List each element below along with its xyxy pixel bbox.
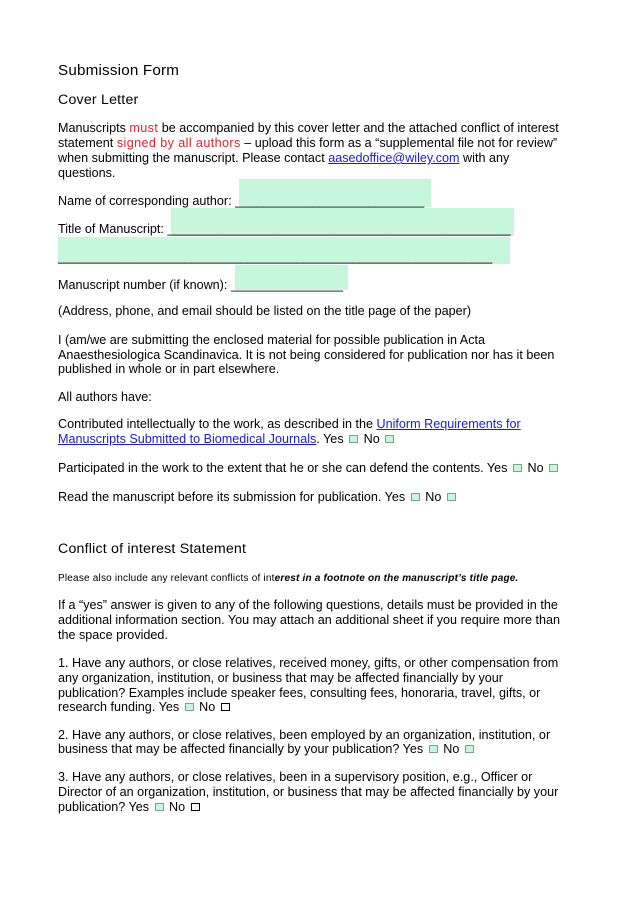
- criterion-3: Read the manuscript before its submission for publication. Yes No: [58, 490, 458, 505]
- if-yes-line-3: the space provided.: [58, 628, 168, 642]
- intro-line-4: questions.: [58, 166, 116, 180]
- q3-line-2: Director of an organization, institution, or business that may be affected financially by your: [58, 785, 559, 799]
- criterion-2: Participated in the work to the extent that he or she can defend the contents. Yes No: [58, 461, 560, 476]
- cover-letter-heading: Cover Letter: [58, 92, 139, 108]
- q2-line-1: 2. Have any authors, or close relatives, been employed by an organization, institution, or: [58, 728, 551, 742]
- criterion-2-yes-checkbox[interactable]: [513, 464, 522, 472]
- manuscript-number-underline: ________________: [230, 278, 343, 292]
- uniform-requirements-link[interactable]: Uniform Requirements for: [376, 417, 521, 431]
- contact-email-link[interactable]: aasedoffice@wiley.com: [328, 151, 460, 165]
- q1-no-checkbox[interactable]: [221, 703, 230, 711]
- uniform-requirements-link-2[interactable]: Manuscripts Submitted to Biomedical Journals: [58, 432, 317, 446]
- q2-no-checkbox[interactable]: [465, 745, 474, 753]
- q1-line-4: research funding. Yes No: [58, 700, 232, 715]
- criterion-1-line-1: Contributed intellectually to the work, as described in the Uniform Requirements for: [58, 417, 521, 431]
- q3-yes-checkbox[interactable]: [155, 803, 164, 811]
- q2-yes-checkbox[interactable]: [429, 745, 438, 753]
- author-name-label: Name of corresponding author: ___________________________: [58, 194, 425, 208]
- all-authors-label: All authors have:: [58, 390, 152, 404]
- criterion-1-yes-checkbox[interactable]: [349, 435, 358, 443]
- q3-line-1: 3. Have any authors, or close relatives, been in a supervisory position, e.g., Officer or: [58, 770, 533, 784]
- q1-yes-checkbox[interactable]: [185, 703, 194, 711]
- criterion-1-no-checkbox[interactable]: [385, 435, 394, 443]
- signed-emphasis: signed by all authors: [116, 136, 241, 150]
- declaration-line-1: I (am/we are submitting the enclosed material for possible publication in Acta: [58, 333, 486, 347]
- criterion-3-yes-checkbox[interactable]: [411, 493, 420, 501]
- intro-line-3: when submitting the manuscript. Please contact aasedoffice@wiley.com with any: [58, 151, 510, 165]
- manuscript-title-label: Title of Manuscript: _________________________________________________: [58, 222, 511, 236]
- declaration-line-2: Anaesthesiologica Scandinavica. It is not being considered for publication nor has it been: [58, 348, 555, 362]
- declaration-line-3: published in whole or in part elsewhere.: [58, 362, 280, 376]
- address-note: (Address, phone, and email should be listed on the title page of the paper): [58, 304, 472, 318]
- if-yes-line-1: If a “yes” answer is given to any of the following questions, details must be provided in the: [58, 598, 558, 612]
- q2-line-2: business that may be affected financially by your publication? Yes No: [58, 742, 476, 757]
- criterion-1-line-2: Manuscripts Submitted to Biomedical Journals. Yes No: [58, 432, 396, 447]
- coi-note: Please also include any relevant conflicts of interest in a footnote on the manuscript’s title page.: [58, 573, 519, 584]
- q3-no-checkbox[interactable]: [191, 803, 200, 811]
- intro-line-2: statement signed by all authors – upload this form as a “supplemental file not for review”: [58, 136, 558, 150]
- coi-heading: Conflict of interest Statement: [58, 541, 247, 557]
- author-name-underline: ___________________________: [235, 194, 425, 208]
- manuscript-title-underline-2: ______________________________________________________________: [58, 250, 493, 264]
- manuscript-number-label: Manuscript number (if known): ________________: [58, 278, 343, 292]
- intro-line-1: Manuscripts must be accompanied by this cover letter and the attached conflict of interest: [58, 121, 559, 135]
- q3-line-3: publication? Yes No: [58, 800, 202, 815]
- criterion-2-no-checkbox[interactable]: [549, 464, 558, 472]
- q1-line-1: 1. Have any authors, or close relatives, received money, gifts, or other compensation from: [58, 656, 559, 670]
- criterion-3-no-checkbox[interactable]: [447, 493, 456, 501]
- q1-line-3: publication? Examples include speaker fees, consulting fees, honoraria, travel, gifts, or: [58, 686, 541, 700]
- if-yes-line-2: additional information section. You may attach an additional sheet if you require more than: [58, 613, 560, 627]
- must-emphasis: must: [129, 121, 159, 135]
- page-title: Submission Form: [58, 62, 180, 79]
- manuscript-title-underline: _________________________________________________: [167, 222, 511, 236]
- q1-line-2: any organization, institution, or business that may be affected financially by your: [58, 671, 503, 685]
